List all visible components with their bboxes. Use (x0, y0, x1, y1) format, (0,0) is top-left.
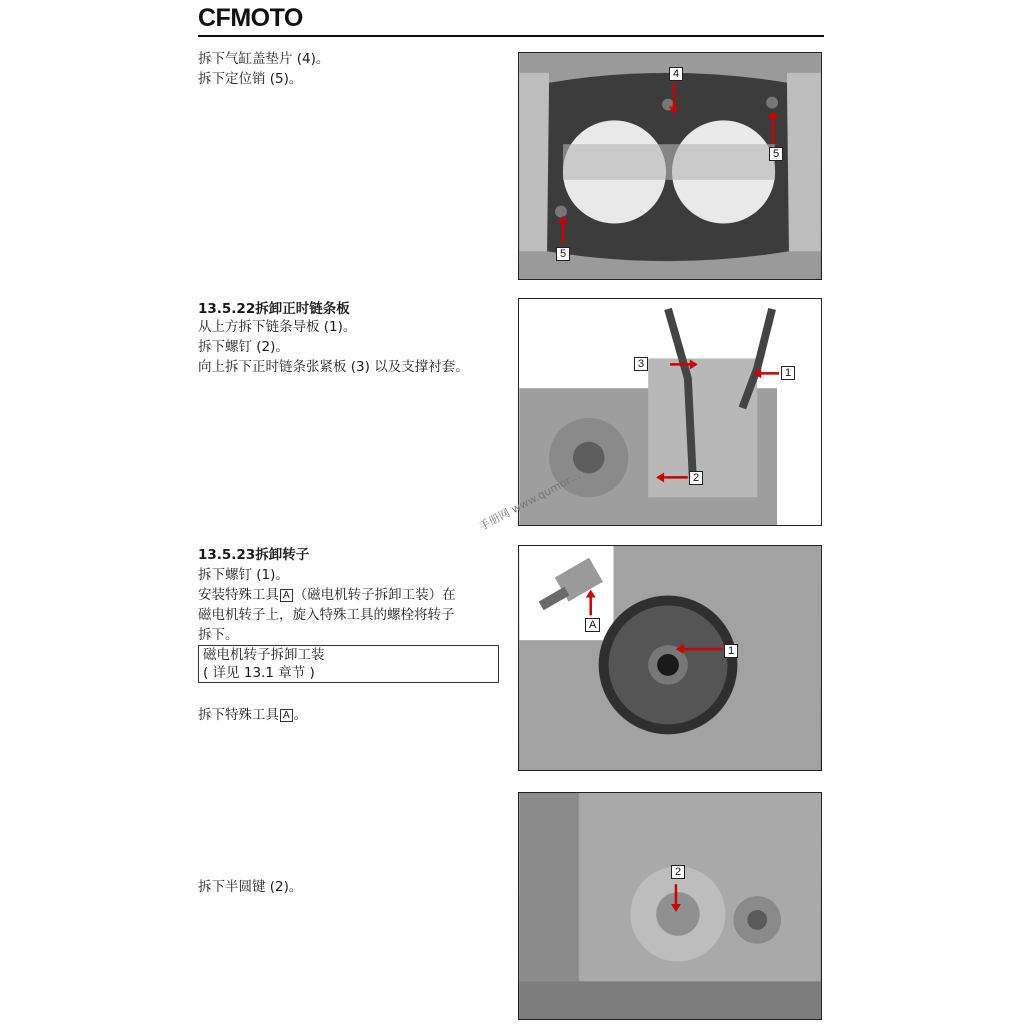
rotor-step-2 (198, 586, 456, 604)
remove-tool-step (198, 706, 307, 724)
figure-timing-chain (518, 298, 822, 526)
header-rule (198, 35, 824, 37)
callout-1-rotor: 1 (724, 644, 738, 658)
figure-cylinder-head-gasket (518, 52, 822, 280)
tool-a-tag: A (280, 589, 293, 602)
tool-a-tag-2: A (280, 709, 293, 722)
callout-2: 2 (689, 471, 703, 485)
callout-a: A (585, 618, 600, 632)
rotor-step-2-post: （磁电机转子拆卸工装）在 (293, 587, 456, 603)
watermark-cn: 手册网 (476, 506, 513, 534)
gasket-illustration (519, 53, 821, 279)
rotor-step-1: 拆下螺钉 (1)。 (198, 567, 289, 583)
gasket-step-1: 拆下气缸盖垫片 (4)。 (198, 51, 330, 67)
key-step: 拆下半圆键 (2)。 (198, 879, 303, 895)
rotor-illustration (519, 546, 821, 770)
chain-step-1: 从上方拆下链条导板 (1)。 (198, 319, 357, 335)
callout-5-right: 5 (769, 147, 783, 161)
key-illustration (519, 793, 821, 1019)
rotor-step-4: 拆下。 (198, 627, 239, 643)
brand-title: CFMOTO (198, 4, 303, 32)
special-tool-name: 磁电机转子拆卸工装 (203, 647, 325, 663)
callout-2-key: 2 (671, 865, 685, 879)
chain-step-2: 拆下螺钉 (2)。 (198, 339, 289, 355)
figure-half-round-key (518, 792, 822, 1020)
gasket-step-2: 拆下定位销 (5)。 (198, 71, 303, 87)
figure-rotor (518, 545, 822, 771)
special-tool-box (198, 645, 499, 683)
remove-tool-pre: 拆下特殊工具 (198, 707, 279, 723)
rotor-step-2-pre: 安装特殊工具 (198, 587, 279, 603)
callout-3: 3 (634, 357, 648, 371)
callout-5-left: 5 (556, 247, 570, 261)
chain-heading: 13.5.22拆卸正时链条板 (198, 301, 350, 317)
rotor-heading: 13.5.23拆卸转子 (198, 547, 310, 563)
chain-step-3: 向上拆下正时链条张紧板 (3) 以及支撑衬套。 (198, 359, 469, 375)
special-tool-ref: ( 详见 13.1 章节 ) (203, 665, 315, 681)
watermark-site: www.qumor… (509, 468, 583, 517)
rotor-step-3: 磁电机转子上，旋入特殊工具的螺栓将转子 (198, 607, 455, 623)
callout-1: 1 (781, 366, 795, 380)
remove-tool-post: 。 (293, 707, 308, 723)
callout-4: 4 (669, 67, 683, 81)
